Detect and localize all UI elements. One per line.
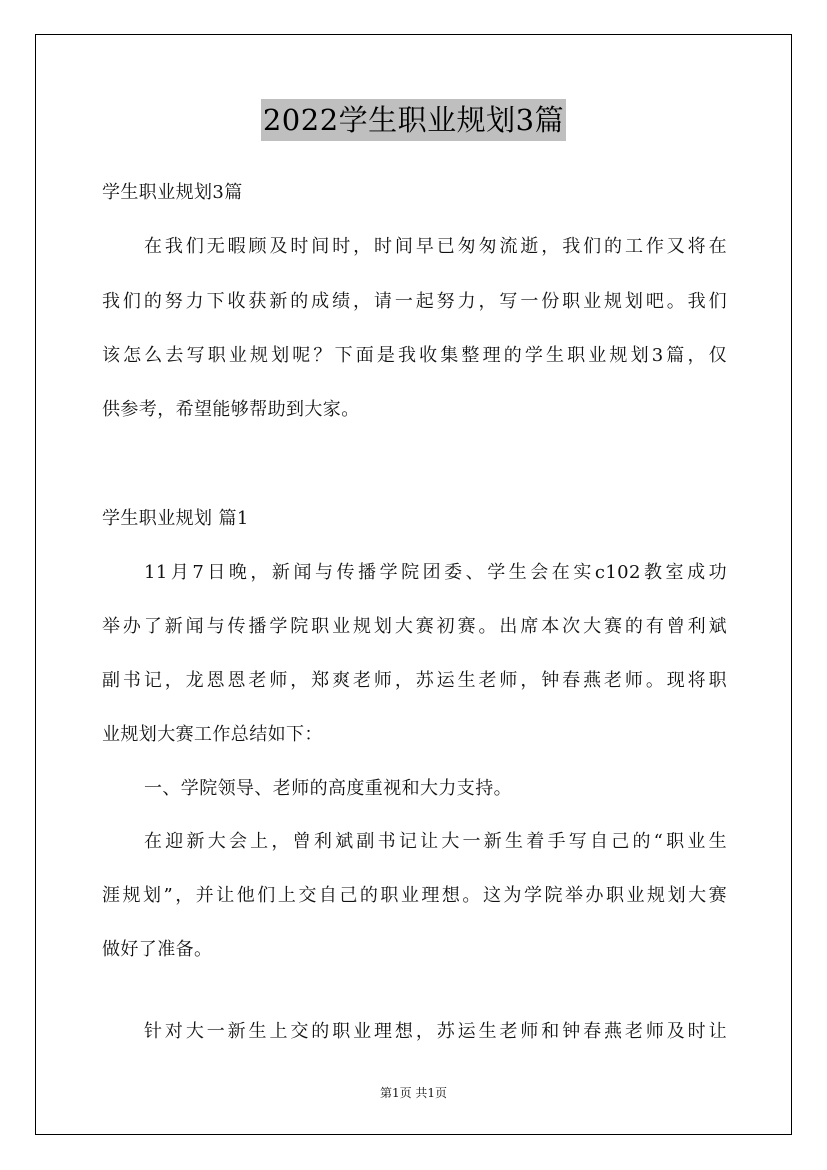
para1-line-1: 11月7日晚，新闻与传播学院团委、学生会在实c102教室成功 xyxy=(144,562,727,583)
page-footer: 第1页 共1页 xyxy=(379,1086,448,1100)
intro-line-2: 我们的努力下收获新的成绩，请一起努力，写一份职业规划吧。我们 xyxy=(102,291,727,312)
intro-line-4: 供参考，希望能够帮助到大家。 xyxy=(102,399,360,420)
para2-line-3: 做好了准备。 xyxy=(102,939,213,960)
para1-line-2: 举办了新闻与传播学院职业规划大赛初赛。出席本次大赛的有曾利斌 xyxy=(102,616,727,637)
para1-line-3: 副书记，龙恩恩老师，郑爽老师，苏运生老师，钟春燕老师。现将职 xyxy=(102,670,727,691)
para3-line-1: 针对大一新生上交的职业理想，苏运生老师和钟春燕老师及时让 xyxy=(144,1021,727,1042)
title-container xyxy=(0,99,827,141)
point1-line: 一、学院领导、老师的高度重视和大力支持。 xyxy=(144,778,512,799)
intro-line-1: 在我们无暇顾及时间时，时间早已匆匆流逝，我们的工作又将在 xyxy=(144,236,727,257)
para2-line-2: 涯规划”，并让他们上交自己的职业理想。这为学院举办职业规划大赛 xyxy=(102,885,727,906)
para1-line-4: 业规划大赛工作总结如下： xyxy=(102,724,323,745)
section1-heading: 学生职业规划 篇1 xyxy=(102,508,249,529)
intro-line-3: 该怎么去写职业规划呢？下面是我收集整理的学生职业规划3篇，仅 xyxy=(102,345,727,366)
document-title: 2022学生职业规划3篇 xyxy=(261,99,566,141)
para2-line-1: 在迎新大会上，曾利斌副书记让大一新生着手写自己的“职业生 xyxy=(144,831,727,852)
intro-heading: 学生职业规划3篇 xyxy=(102,182,243,203)
